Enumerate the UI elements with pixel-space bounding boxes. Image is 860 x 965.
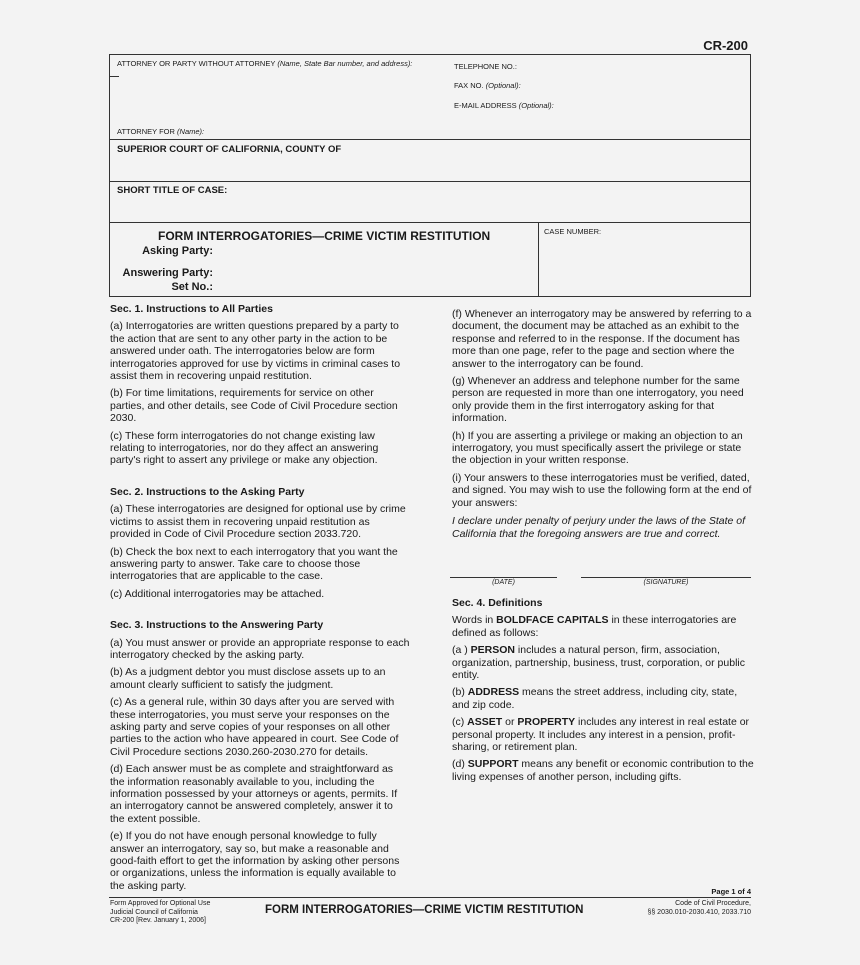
definitions-section xyxy=(452,597,754,788)
page-number: Page 1 of 4 xyxy=(711,887,751,896)
definition-support: (d) SUPPORT means any benefit or economic contribution to the living expenses of another person, including gifts. xyxy=(452,758,754,783)
footer-title: FORM INTERROGATORIES—CRIME VICTIM RESTITUTION xyxy=(265,904,584,916)
section-1-heading: Sec. 1. Instructions to All Parties xyxy=(110,303,273,315)
divider xyxy=(110,181,750,182)
definitions-intro: Words in BOLDFACE CAPITALS in these interrogatories are defined as follows: xyxy=(452,614,737,639)
court-label: SUPERIOR COURT OF CALIFORNIA, COUNTY OF xyxy=(117,144,342,155)
section-1-c: (c) These form interrogatories do not change existing law relating to interrogatories, nor do they affect an answering party's right to assert any privilege or make any objection. xyxy=(110,429,379,467)
section-3-f: (f) Whenever an interrogatory may be answered by referring to a document, the document may be attached as an exhibit to the response and referred to in the response. If the document has more than one page, refer to the page and section where the answer to the interrogatory can be found. xyxy=(452,308,752,370)
footer-rule xyxy=(109,897,751,898)
section-2-b: (b) Check the box next to each interrogatory that you want the answering party to answer. Take care to choose those interrogatories that are applicable to the case. xyxy=(110,545,398,583)
section-3-i: (i) Your answers to these interrogatories must be verified, dated, and signed. You may wish to use the following form at the end of your answers: xyxy=(452,471,752,509)
caption-box xyxy=(109,54,751,297)
attorney-marker xyxy=(110,76,119,77)
email-label: E-MAIL ADDRESS (Optional): xyxy=(454,101,554,110)
set-no-label: Set No.: xyxy=(171,281,213,293)
short-title-label: SHORT TITLE OF CASE: xyxy=(117,185,228,196)
divider xyxy=(110,139,750,140)
section-3-d: (d) Each answer must be as complete and straightforward as the information reasonably available to you, including the information possessed by your attorneys or agents, permits. If an interrogatory cannot be answered completely, answer it to the extent possible. xyxy=(110,763,398,825)
attorney-for-label: ATTORNEY FOR (Name): xyxy=(117,127,205,136)
section-3-heading: Sec. 3. Instructions to the Answering Party xyxy=(110,619,324,632)
date-line xyxy=(450,577,557,578)
answering-party-label: Answering Party: xyxy=(122,267,213,279)
section-1-b: (b) For time limitations, requirements for service on other parties, and other details, see Code of Civil Procedure section 2030. xyxy=(110,387,398,425)
section-1-a: (a) Interrogatories are written questions prepared by a party to the action that are sent to any other party in the action to be answered under oath. The interrogatories below are form interrogatories approved for use by victims in criminal cases to assist them in recovering unpaid restitution. xyxy=(110,320,401,383)
signature-label: (SIGNATURE) xyxy=(643,579,689,586)
telephone-label: TELEPHONE NO.: xyxy=(454,62,517,71)
declaration-text: I declare under penalty of perjury under the laws of the State of California that the foregoing answers are true and correct. xyxy=(452,515,746,540)
section-3-a: (a) You must answer or provide an appropriate response to each interrogatory checked by the asking party. xyxy=(110,636,410,661)
date-label: (DATE) xyxy=(492,579,515,586)
definition-person: (a ) PERSON includes a natural person, firm, association, organization, partnership, business, trust, corporation, or public entity. xyxy=(452,644,745,682)
section-4-heading: Sec. 4. Definitions xyxy=(452,597,543,609)
definition-address: (b) ADDRESS means the street address, including city, state, and zip code. xyxy=(452,686,738,711)
form-title: FORM INTERROGATORIES—CRIME VICTIM RESTITUTION xyxy=(158,229,491,243)
section-2-heading: Sec. 2. Instructions to the Asking Party xyxy=(110,485,305,498)
approval-note: Form Approved for Optional Use Judicial Council of California CR-200 [Rev. January 1, 2006] xyxy=(110,900,211,924)
code-citation: Code of Civil Procedure, §§ 2030.010-2030.410, 2033.710 xyxy=(647,900,751,916)
asking-party-label: Asking Party: xyxy=(142,245,213,257)
divider xyxy=(110,222,750,223)
right-column xyxy=(452,308,754,545)
section-3-e: (e) If you do not have enough personal knowledge to fully answer an interrogatory, say so, but make a reasonable and good-faith effort to get the information by asking other persons or organizations, unless the information is equally available to the asking party. xyxy=(110,830,400,892)
definition-asset: (c) ASSET or PROPERTY includes any interest in real estate or personal property. It includes any interest in a pension, profit-sharing, or retirement plan. xyxy=(452,716,750,754)
left-column xyxy=(110,303,410,897)
form-number: CR-200 xyxy=(703,38,748,53)
section-2-a: (a) These interrogatories are designed for optional use by crime victims to assist them in recovering unpaid restitution as provided in Code of Civil Procedure section 2033.720. xyxy=(110,503,406,541)
attorney-label: ATTORNEY OR PARTY WITHOUT ATTORNEY (Name, State Bar number, and address): xyxy=(117,59,413,68)
section-3-h: (h) If you are asserting a privilege or making an objection to an interrogatory, you must specifically assert the privilege or state the objection in your written response. xyxy=(452,429,743,467)
section-3-c: (c) As a general rule, within 30 days after you are served with these interrogatories, you must serve your responses on the asking party and serve copies of your responses on all other parties to the action who have appeared in court. See Code of Civil Procedure sections 2030.260-2030.270 for details. xyxy=(110,696,399,758)
section-3-g: (g) Whenever an address and telephone number for the same person are requested in more than one interrogatory, you need only provide them in the first interrogatory asking for that information. xyxy=(452,375,744,425)
section-3-b: (b) As a judgment debtor you must disclose assets up to an amount clearly sufficient to satisfy the judgment. xyxy=(110,666,386,691)
section-2-c: (c) Additional interrogatories may be attached. xyxy=(110,587,325,600)
signature-line xyxy=(581,577,751,578)
divider xyxy=(538,222,539,297)
case-number-label: CASE NUMBER: xyxy=(544,227,602,236)
fax-label: FAX NO. (Optional): xyxy=(454,81,521,90)
